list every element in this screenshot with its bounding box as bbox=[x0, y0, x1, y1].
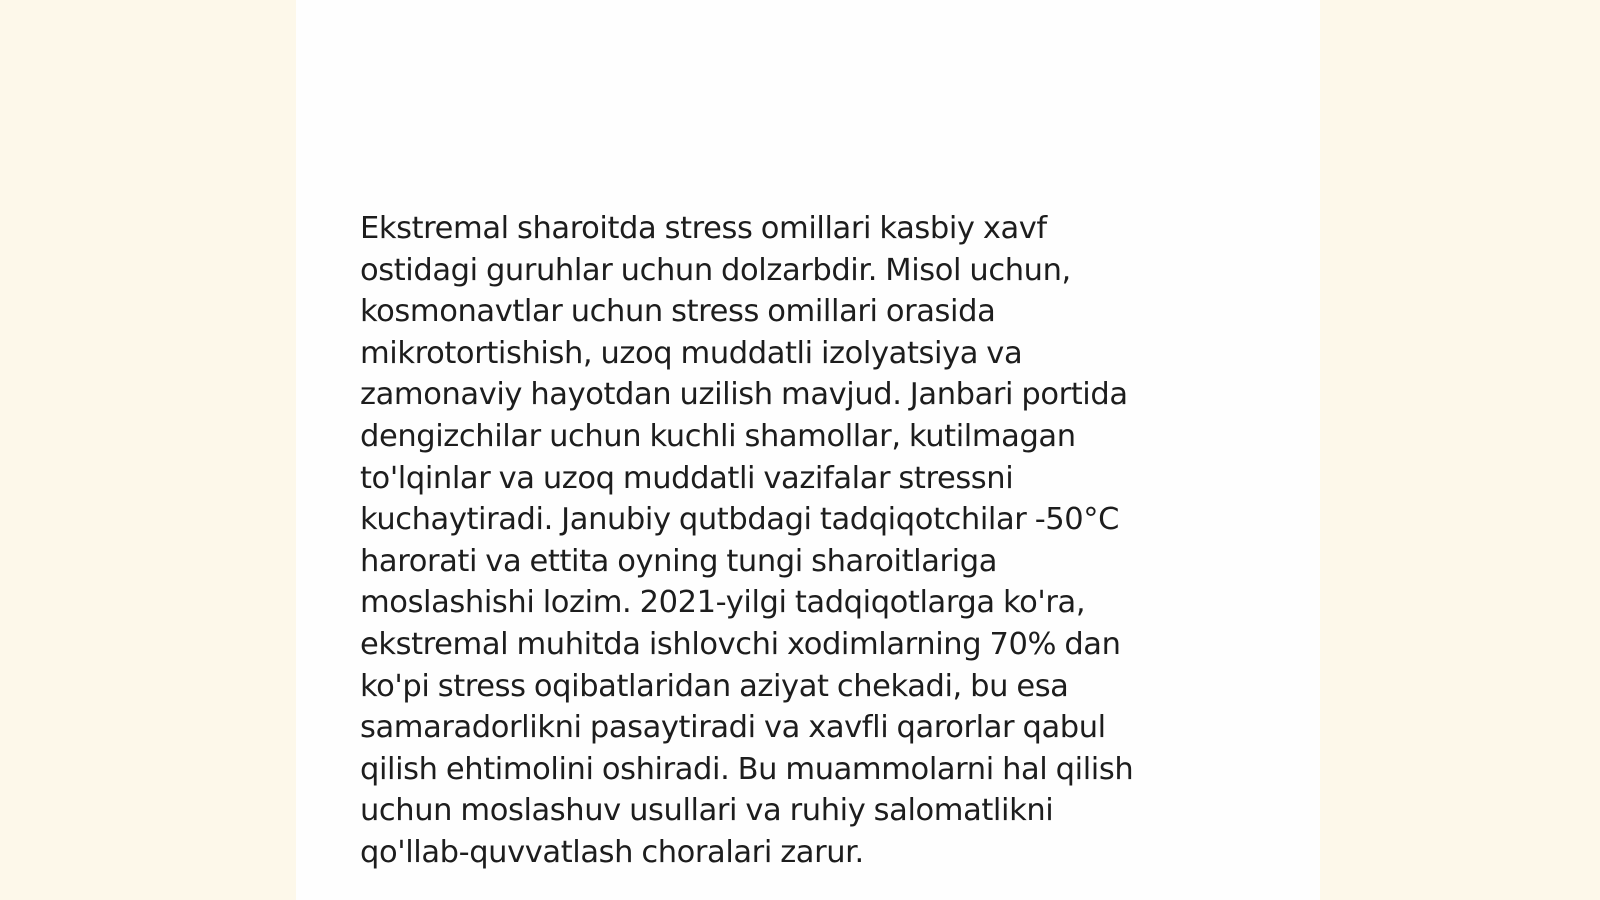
paragraph-line: to'lqinlar va uzoq muddatli vazifalar stressni bbox=[360, 460, 1014, 496]
paragraph-line: zamonaviy hayotdan uzilish mavjud. Janbari portida bbox=[360, 377, 1128, 413]
document-page bbox=[296, 0, 1320, 900]
paragraph-line: harorati va ettita oyning tungi sharoitlariga bbox=[360, 543, 997, 579]
paragraph-line: moslashishi lozim. 2021-yilgi tadqiqotlarga ko'ra, bbox=[360, 585, 1086, 621]
body-paragraph bbox=[360, 208, 1240, 874]
paragraph-line: ekstremal muhitda ishlovchi xodimlarning 70% dan bbox=[360, 626, 1121, 662]
paragraph-line: ko'pi stress oqibatlaridan aziyat chekadi, bu esa bbox=[360, 668, 1069, 704]
paragraph-line: qilish ehtimolini oshiradi. Bu muammolarni hal qilish bbox=[360, 751, 1134, 787]
paragraph-line: ostidagi guruhlar uchun dolzarbdir. Misol uchun, bbox=[360, 252, 1071, 288]
paragraph-line: mikrotortishish, uzoq muddatli izolyatsiya va bbox=[360, 335, 1023, 371]
paragraph-line: kuchaytiradi. Janubiy qutbdagi tadqiqotchilar -50°C bbox=[360, 502, 1120, 538]
paragraph-line: dengizchilar uchun kuchli shamollar, kutilmagan bbox=[360, 418, 1076, 454]
paragraph-line: qo'llab-quvvatlash choralari zarur. bbox=[360, 834, 864, 870]
paragraph-line: Ekstremal sharoitda stress omillari kasbiy xavf bbox=[360, 211, 1047, 246]
paragraph-line: kosmonavtlar uchun stress omillari orasida bbox=[360, 294, 996, 330]
paragraph-line: uchun moslashuv usullari va ruhiy salomatlikni bbox=[360, 793, 1054, 829]
paragraph-line: samaradorlikni pasaytiradi va xavfli qarorlar qabul bbox=[360, 710, 1106, 746]
